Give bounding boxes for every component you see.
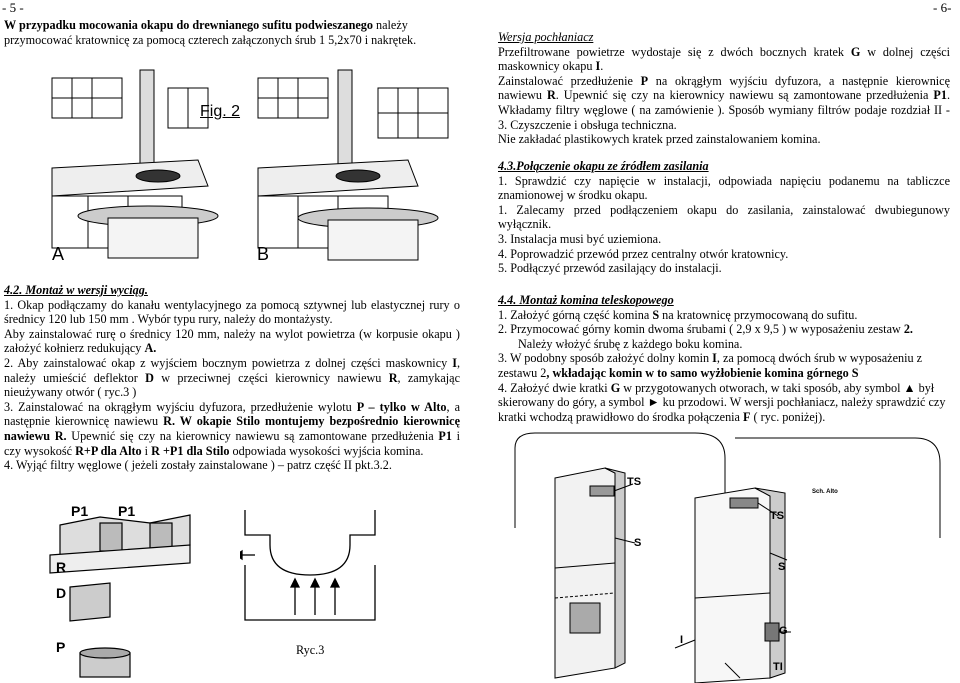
section-4-2-p3: 2. Aby zainstalować okap z wyjściem bocznym powietrza z dolnej części maskownicy I, należy umieścić deflektor D w przeciwnej części kierownicy nawiewu R, zamykając nieużywany otwór ( ryc.3 ) [4,355,460,400]
label-ti: TI [773,661,783,673]
grille-g [765,623,779,641]
bracket-ts-right [730,498,758,508]
section-pochlaniacz [498,30,950,147]
airflow-diagram [240,505,380,630]
label-ts-2: TS [770,510,785,522]
part-label-p1a: P1 [71,503,89,519]
deflector-d [70,583,110,621]
pochlaniacz-p1: Przefiltrowane powietrze wydostaje się z dwóch bocznych kratek G w dolnej części maskownicy okapu I. [498,44,951,74]
bracket-ts-left [590,486,614,496]
hood-outline [245,510,375,575]
chimney-step-1: 1. Założyć górną część komina S na kratownicę przymocowaną do sufitu. [498,307,858,322]
chimney-right-body [695,488,770,683]
chimney-illustration [495,428,955,683]
section-4-2-p4: 3. Zainstalować na okrągłym wyjściu dyfuzora, przedłużenie wylotu P – tylko w Alto, a następnie kierownicę nawiewu R. W okapie Stilo montujemy bezpośrednio kierownicę nawiewu R. Upewnić się czy na kierownicy nawiewu są zamontowane przedłużenia P1 i czy wysokość R+P dla Alto i R +P1 dla Stilo odpowiada wysokości wyjścia komina. [4,399,460,458]
pochlaniacz-p3: Nie zakładać plastikowych kratek przed zainstalowaniem komina. [498,132,821,147]
figure-title: Fig. 2 [200,103,241,120]
power-step-3: 3. Instalacja musi być uziemiona. [498,231,662,246]
page-number-left: - 5 - [2,0,24,15]
page-number-right: - 6- [933,0,952,15]
label-s-1: S [634,537,642,549]
intro-rest: należy przymocować kratownicę za pomocą czterech załączonych śrub 1 5,2x70 i nakrętek. [4,18,417,47]
kitchen-figure [48,68,458,268]
figure-label-b: B [257,244,270,264]
section-4-3-title: 4.3.Połączenie okapu ze źródłem zasilania [498,159,709,173]
hood-chimney-b [338,70,352,170]
label-g: G [779,625,788,637]
part-label-p: P [56,639,66,655]
figure-caption-ryc3: Ryc.3 [296,643,325,657]
figure-label-a: A [52,244,65,264]
label-i: I [680,634,684,646]
label-small-note: Sch. Alto [812,489,838,495]
power-step-5: 5. Podłączyć przewód zasilający do instalacji. [498,261,722,276]
label-ts-1: TS [627,476,642,488]
section-4-2 [4,283,460,473]
hood-chimney-a [140,70,154,170]
pochlaniacz-title: Wersja pochłaniacz [498,30,594,44]
label-s-2: S [778,561,786,573]
chimney-step-4: 4. Założyć dwie kratki G w przygotowanych otworach, w taki sposób, aby symbol ▲ był skierowany do góry, a symbol ► ku przodowi. W wersji pochłaniacz, należy sprawdzić czy kratki wchodzą prawidłowo do środka połączenia F ( ryc. poniżej). [498,380,946,424]
section-4-2-p1: 1. Okap podłączamy do kanału wentylacyjnego za pomocą sztywnej lub elastycznej rury o średnicy 120 lub 150 mm . Wybór typu rury, należy do montażysty. [4,297,460,327]
intro-bold: W przypadku mocowania okapu do drewnianego sufitu podwieszanego [4,18,373,32]
chimney-left-body [555,468,615,678]
chimney-step-3: 3. W podobny sposób założyć dolny komin I, za pomocą dwóch śrub w wyposażeniu z zestawu 2, wkładając komin w to samo wyżłobienie komina górnego S [498,351,923,380]
power-step-1: 1. Sprawdzić czy napięcie w instalacji, odpowiada napięciu podanemu na tabliczce znamionowej w środku okapu. [498,173,950,203]
part-label-r: R [56,559,67,575]
section-4-2-title: 4.2. Montaż w wersji wyciąg. [4,283,148,297]
chimney-step-2: 2. Przymocować górny komin dwoma śrubami ( 2,9 x 9,5 ) w wyposażeniu zestaw 2. Należy włożyć śrubę z każdego boku komina. [498,322,913,351]
intro-paragraph [4,18,460,47]
section-4-4 [498,293,950,424]
power-step-2: 1. Zalecamy przed podłączeniem okapu do zasilania, zainstalować dwubiegunowy wyłącznik. [498,202,950,232]
pochlaniacz-p2: Zainstalować przedłużenie P na okrągłym wyjściu dyfuzora, a następnie kierownicę nawiewu R. Upewnić się czy na kierownicy nawiewu są zamontowane przedłużenia P1. Wkładamy filtry węglowe ( na zamówienie ). Sposób wymiany filtrów podaje rozdział II - 3. Czyszczenie i obsługa techniczna. [498,73,950,132]
section-4-2-p2: Aby zainstalować rurę o średnicy 120 mm, należy na wylot powietrza (w korpusie okapu ) założyć kołnierz redukujący A. [4,326,460,356]
section-4-3 [498,159,950,276]
part-label-d: D [56,585,67,601]
part-label-p1b: P1 [118,503,136,519]
power-step-4: 4. Poprowadzić przewód przez centralny otwór kratownicy. [498,246,789,261]
section-4-4-title: 4.4. Montaż komina teleskopowego [498,293,674,307]
counter-a [52,160,208,196]
section-4-2-p5: 4. Wyjąć filtry węglowe ( jeżeli zostały zainstalowane ) – patrz część II pkt.3.2. [4,458,392,473]
